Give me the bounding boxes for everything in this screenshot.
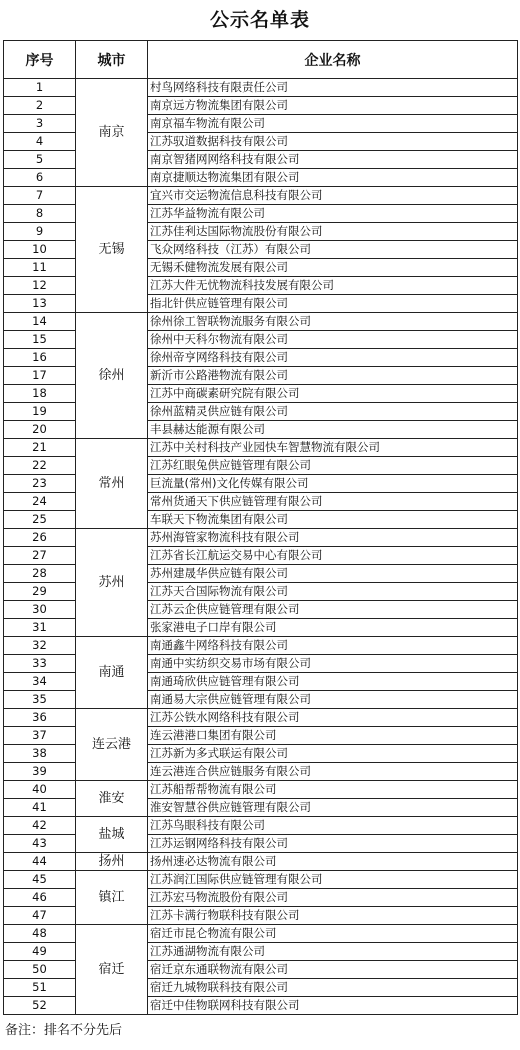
city-cell: 南通 bbox=[76, 637, 148, 709]
header-index: 序号 bbox=[4, 41, 76, 79]
header-city: 城市 bbox=[76, 41, 148, 79]
row-index: 6 bbox=[4, 169, 76, 187]
company-name: 丰县赫达能源有限公司 bbox=[148, 421, 518, 439]
row-index: 17 bbox=[4, 367, 76, 385]
city-cell: 宿迁 bbox=[76, 925, 148, 1015]
city-cell: 盐城 bbox=[76, 817, 148, 853]
row-index: 30 bbox=[4, 601, 76, 619]
city-cell: 南京 bbox=[76, 79, 148, 187]
company-name: 江苏大件无忧物流科技发展有限公司 bbox=[148, 277, 518, 295]
company-name: 江苏云企供应链管理有限公司 bbox=[148, 601, 518, 619]
city-cell: 连云港 bbox=[76, 709, 148, 781]
company-name: 新沂市公路港物流有限公司 bbox=[148, 367, 518, 385]
company-name: 徐州蓝精灵供应链有限公司 bbox=[148, 403, 518, 421]
table-row bbox=[4, 781, 518, 799]
row-index: 23 bbox=[4, 475, 76, 493]
company-name: 村鸟网络科技有限责任公司 bbox=[148, 79, 518, 97]
row-index: 14 bbox=[4, 313, 76, 331]
company-name: 江苏通湖物流有限公司 bbox=[148, 943, 518, 961]
row-index: 45 bbox=[4, 871, 76, 889]
row-index: 25 bbox=[4, 511, 76, 529]
company-name: 江苏运钢网络科技有限公司 bbox=[148, 835, 518, 853]
company-name: 连云港连合供应链服务有限公司 bbox=[148, 763, 518, 781]
city-cell: 徐州 bbox=[76, 313, 148, 439]
row-index: 34 bbox=[4, 673, 76, 691]
company-name: 指北针供应链管理有限公司 bbox=[148, 295, 518, 313]
header-company: 企业名称 bbox=[148, 41, 518, 79]
company-name: 江苏中商碳素研究院有限公司 bbox=[148, 385, 518, 403]
row-index: 16 bbox=[4, 349, 76, 367]
company-name: 徐州中天科尔物流有限公司 bbox=[148, 331, 518, 349]
row-index: 33 bbox=[4, 655, 76, 673]
row-index: 2 bbox=[4, 97, 76, 115]
company-name: 江苏佳利达国际物流股份有限公司 bbox=[148, 223, 518, 241]
row-index: 8 bbox=[4, 205, 76, 223]
row-index: 51 bbox=[4, 979, 76, 997]
table-header-row bbox=[4, 41, 518, 79]
city-cell: 苏州 bbox=[76, 529, 148, 637]
row-index: 4 bbox=[4, 133, 76, 151]
row-index: 7 bbox=[4, 187, 76, 205]
company-name: 苏州海管家物流科技有限公司 bbox=[148, 529, 518, 547]
company-name: 徐州帝亨网络科技有限公司 bbox=[148, 349, 518, 367]
company-name: 宿迁九城物联科技有限公司 bbox=[148, 979, 518, 997]
company-name: 江苏华益物流有限公司 bbox=[148, 205, 518, 223]
company-name: 巨流量(常州)文化传媒有限公司 bbox=[148, 475, 518, 493]
row-index: 42 bbox=[4, 817, 76, 835]
row-index: 3 bbox=[4, 115, 76, 133]
company-name: 徐州徐工智联物流服务有限公司 bbox=[148, 313, 518, 331]
company-name: 江苏润江国际供应链管理有限公司 bbox=[148, 871, 518, 889]
table-row bbox=[4, 637, 518, 655]
company-name: 常州货通天下供应链管理有限公司 bbox=[148, 493, 518, 511]
row-index: 37 bbox=[4, 727, 76, 745]
row-index: 22 bbox=[4, 457, 76, 475]
table-row bbox=[4, 853, 518, 871]
company-name: 南京福车物流有限公司 bbox=[148, 115, 518, 133]
row-index: 29 bbox=[4, 583, 76, 601]
row-index: 5 bbox=[4, 151, 76, 169]
company-name: 宿迁京东通联物流有限公司 bbox=[148, 961, 518, 979]
row-index: 21 bbox=[4, 439, 76, 457]
city-cell: 淮安 bbox=[76, 781, 148, 817]
company-name: 飞众网络科技（江苏）有限公司 bbox=[148, 241, 518, 259]
company-name: 宿迁中佳物联网科技有限公司 bbox=[148, 997, 518, 1015]
city-cell: 无锡 bbox=[76, 187, 148, 313]
company-name: 宿迁市昆仑物流有限公司 bbox=[148, 925, 518, 943]
company-name: 江苏鸟眼科技有限公司 bbox=[148, 817, 518, 835]
row-index: 28 bbox=[4, 565, 76, 583]
city-cell: 镇江 bbox=[76, 871, 148, 925]
row-index: 18 bbox=[4, 385, 76, 403]
company-name: 无锡禾健物流发展有限公司 bbox=[148, 259, 518, 277]
row-index: 27 bbox=[4, 547, 76, 565]
company-name: 江苏宏马物流股份有限公司 bbox=[148, 889, 518, 907]
table-row bbox=[4, 529, 518, 547]
row-index: 49 bbox=[4, 943, 76, 961]
document-title: 公示名单表 bbox=[209, 9, 310, 31]
company-name: 江苏省长江航运交易中心有限公司 bbox=[148, 547, 518, 565]
table-row bbox=[4, 709, 518, 727]
row-index: 13 bbox=[4, 295, 76, 313]
company-name: 江苏新为多式联运有限公司 bbox=[148, 745, 518, 763]
row-index: 35 bbox=[4, 691, 76, 709]
company-name: 江苏中关村科技产业园快车智慧物流有限公司 bbox=[148, 439, 518, 457]
table-row bbox=[4, 313, 518, 331]
row-index: 46 bbox=[4, 889, 76, 907]
row-index: 19 bbox=[4, 403, 76, 421]
footnote: 备注：排名不分先后 bbox=[5, 1023, 123, 1038]
table-body bbox=[4, 79, 518, 1015]
company-name: 江苏红眼兔供应链管理有限公司 bbox=[148, 457, 518, 475]
company-name: 南通中实纺织交易市场有限公司 bbox=[148, 655, 518, 673]
row-index: 31 bbox=[4, 619, 76, 637]
row-index: 9 bbox=[4, 223, 76, 241]
row-index: 48 bbox=[4, 925, 76, 943]
table-row bbox=[4, 817, 518, 835]
company-name: 南京智猪网网络科技有限公司 bbox=[148, 151, 518, 169]
city-cell: 扬州 bbox=[76, 853, 148, 871]
row-index: 20 bbox=[4, 421, 76, 439]
row-index: 50 bbox=[4, 961, 76, 979]
company-name: 车联天下物流集团有限公司 bbox=[148, 511, 518, 529]
company-name: 江苏船帮帮物流有限公司 bbox=[148, 781, 518, 799]
company-name: 淮安智慧谷供应链管理有限公司 bbox=[148, 799, 518, 817]
company-name: 张家港电子口岸有限公司 bbox=[148, 619, 518, 637]
row-index: 36 bbox=[4, 709, 76, 727]
row-index: 47 bbox=[4, 907, 76, 925]
row-index: 52 bbox=[4, 997, 76, 1015]
row-index: 43 bbox=[4, 835, 76, 853]
company-name: 苏州建晟华供应链有限公司 bbox=[148, 565, 518, 583]
row-index: 15 bbox=[4, 331, 76, 349]
row-index: 44 bbox=[4, 853, 76, 871]
company-name: 江苏天合国际物流有限公司 bbox=[148, 583, 518, 601]
company-name: 南通易大宗供应链管理有限公司 bbox=[148, 691, 518, 709]
company-name: 江苏驭道数据科技有限公司 bbox=[148, 133, 518, 151]
company-name: 江苏公铁水网络科技有限公司 bbox=[148, 709, 518, 727]
company-name: 南通鑫牛网络科技有限公司 bbox=[148, 637, 518, 655]
row-index: 39 bbox=[4, 763, 76, 781]
row-index: 1 bbox=[4, 79, 76, 97]
company-name: 江苏卡满行物联科技有限公司 bbox=[148, 907, 518, 925]
row-index: 32 bbox=[4, 637, 76, 655]
row-index: 11 bbox=[4, 259, 76, 277]
city-cell: 常州 bbox=[76, 439, 148, 529]
company-list-table bbox=[3, 40, 518, 1015]
table-row bbox=[4, 871, 518, 889]
table-row bbox=[4, 439, 518, 457]
company-name: 南通琦欣供应链管理有限公司 bbox=[148, 673, 518, 691]
row-index: 24 bbox=[4, 493, 76, 511]
row-index: 41 bbox=[4, 799, 76, 817]
company-name: 连云港港口集团有限公司 bbox=[148, 727, 518, 745]
row-index: 12 bbox=[4, 277, 76, 295]
row-index: 26 bbox=[4, 529, 76, 547]
table-row bbox=[4, 187, 518, 205]
company-name: 南京远方物流集团有限公司 bbox=[148, 97, 518, 115]
row-index: 40 bbox=[4, 781, 76, 799]
row-index: 10 bbox=[4, 241, 76, 259]
table-row bbox=[4, 925, 518, 943]
company-name: 南京捷顺达物流集团有限公司 bbox=[148, 169, 518, 187]
company-name: 宜兴市交运物流信息科技有限公司 bbox=[148, 187, 518, 205]
row-index: 38 bbox=[4, 745, 76, 763]
company-name: 扬州速必达物流有限公司 bbox=[148, 853, 518, 871]
table-row bbox=[4, 79, 518, 97]
